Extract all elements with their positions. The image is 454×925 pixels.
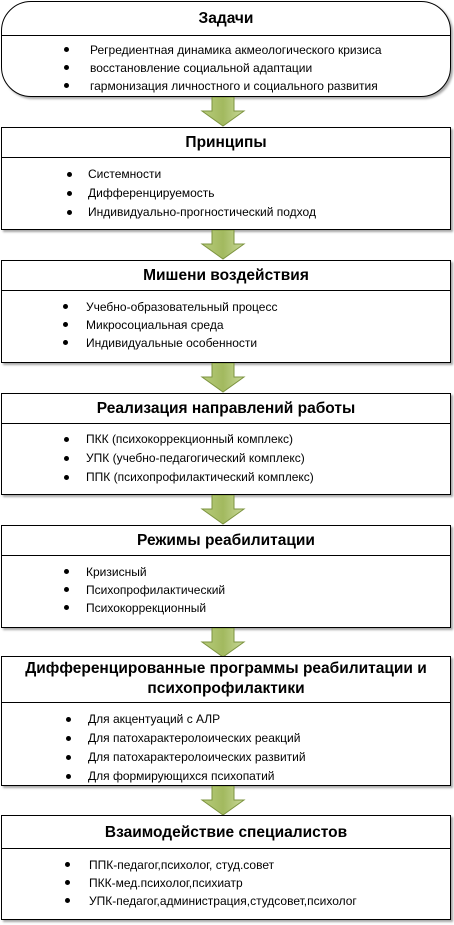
list-item-text: ПКК (психокоррекционный комплекс)	[86, 432, 294, 446]
bullet-icon	[66, 774, 71, 779]
list-item-text: Для патохарактеролоических реакций	[88, 731, 301, 745]
block-programs	[1, 656, 451, 786]
list-item	[2, 184, 450, 203]
bullet-icon	[65, 880, 70, 885]
list-item	[2, 203, 450, 222]
list-item-text: Кризисный	[86, 565, 147, 579]
block-principles-list	[2, 158, 450, 222]
list-item	[2, 334, 450, 352]
block-interaction	[1, 815, 451, 920]
bullet-icon	[67, 172, 72, 177]
block-principles-title: Принципы	[2, 128, 450, 158]
bullet-icon	[64, 569, 69, 574]
block-tasks	[1, 1, 451, 97]
down-arrow-icon	[200, 363, 246, 393]
list-item	[2, 298, 450, 316]
list-item-text: Психокоррекционный	[86, 601, 207, 615]
bullet-icon	[66, 755, 71, 760]
bullet-icon	[64, 605, 69, 610]
bullet-icon	[64, 587, 69, 592]
list-item	[2, 767, 450, 786]
list-item-text: ППК-педагог,психолог, студ.совет	[89, 858, 275, 872]
bullet-icon	[64, 437, 69, 442]
block-modes-list	[2, 556, 450, 617]
block-programs-list	[2, 703, 450, 786]
block-modes-title: Режимы реабилитации	[2, 526, 450, 556]
list-item	[2, 748, 450, 767]
block-implementation-list	[2, 424, 450, 487]
bullet-icon	[65, 898, 70, 903]
list-item	[2, 165, 450, 184]
block-programs-title-line1: Дифференцированные программы реабилитации и	[25, 660, 427, 677]
list-item-text: Индивидуальные особенности	[86, 336, 258, 350]
bullet-icon	[64, 83, 69, 88]
list-item-text: ПКК-мед.психолог,психиатр	[89, 876, 243, 890]
bullet-icon	[65, 862, 70, 867]
list-item	[2, 581, 450, 599]
list-item	[2, 710, 450, 729]
list-item	[2, 468, 450, 487]
bullet-icon	[63, 340, 68, 345]
bullet-icon	[67, 191, 72, 196]
block-principles	[1, 127, 451, 230]
block-targets	[1, 260, 451, 363]
bullet-icon	[63, 322, 68, 327]
down-arrow-icon	[200, 628, 246, 658]
list-item-text: Регредиентная динамика акмеологического кризиса	[90, 43, 382, 57]
block-programs-title	[2, 657, 450, 703]
list-item-text: УПК-педагог,администрация,студсовет,психолог	[89, 894, 357, 908]
block-tasks-list	[2, 36, 450, 95]
list-item	[2, 599, 450, 617]
down-arrow-icon	[200, 230, 246, 260]
list-item-text: Для акцентуаций с АЛР	[88, 712, 221, 726]
list-item	[2, 729, 450, 748]
block-implementation-title: Реализация направлений работы	[2, 394, 450, 424]
list-item-text: ППК (психопрофилактический комплекс)	[86, 470, 314, 484]
list-item	[2, 430, 450, 449]
down-arrow-icon	[200, 786, 246, 816]
list-item	[2, 856, 450, 874]
bullet-icon	[66, 717, 71, 722]
list-item	[2, 563, 450, 581]
block-implementation	[1, 393, 451, 495]
list-item	[2, 77, 450, 95]
bullet-icon	[63, 304, 68, 309]
list-item-text: Микросоциальная среда	[86, 318, 224, 332]
list-item	[2, 449, 450, 468]
list-item-text: гармонизация личностного и социального развития	[90, 79, 378, 93]
bullet-icon	[64, 47, 69, 52]
list-item-text: Для формирующихся психопатий	[88, 769, 275, 783]
list-item-text: восстановление социальной адаптации	[90, 61, 313, 75]
list-item-text: УПК (учебно-педагогический комплекс)	[86, 451, 305, 465]
block-targets-list	[2, 291, 450, 352]
list-item-text: Учебно-образовательный процесс	[86, 300, 278, 314]
down-arrow-icon	[200, 495, 246, 525]
block-interaction-title: Взаимодействие специалистов	[2, 816, 450, 849]
block-tasks-title: Задачи	[2, 2, 450, 36]
list-item-text: Системности	[88, 167, 162, 181]
list-item-text: Индивидуально-прогностический подход	[88, 205, 316, 219]
block-targets-title: Мишени воздействия	[2, 261, 450, 291]
down-arrow-icon	[200, 97, 246, 127]
list-item	[2, 874, 450, 892]
list-item-text: Дифференцируемость	[88, 186, 215, 200]
block-modes	[1, 525, 451, 628]
bullet-icon	[64, 65, 69, 70]
list-item	[2, 41, 450, 59]
list-item	[2, 316, 450, 334]
bullet-icon	[64, 456, 69, 461]
list-item	[2, 59, 450, 77]
bullet-icon	[64, 475, 69, 480]
bullet-icon	[66, 736, 71, 741]
list-item	[2, 892, 450, 910]
block-programs-title-line2: психопрофилактики	[147, 680, 305, 697]
list-item-text: Для патохарактеролоических развитий	[88, 750, 306, 764]
list-item-text: Психопрофилактический	[86, 583, 226, 597]
bullet-icon	[67, 210, 72, 215]
block-interaction-list	[2, 849, 450, 910]
